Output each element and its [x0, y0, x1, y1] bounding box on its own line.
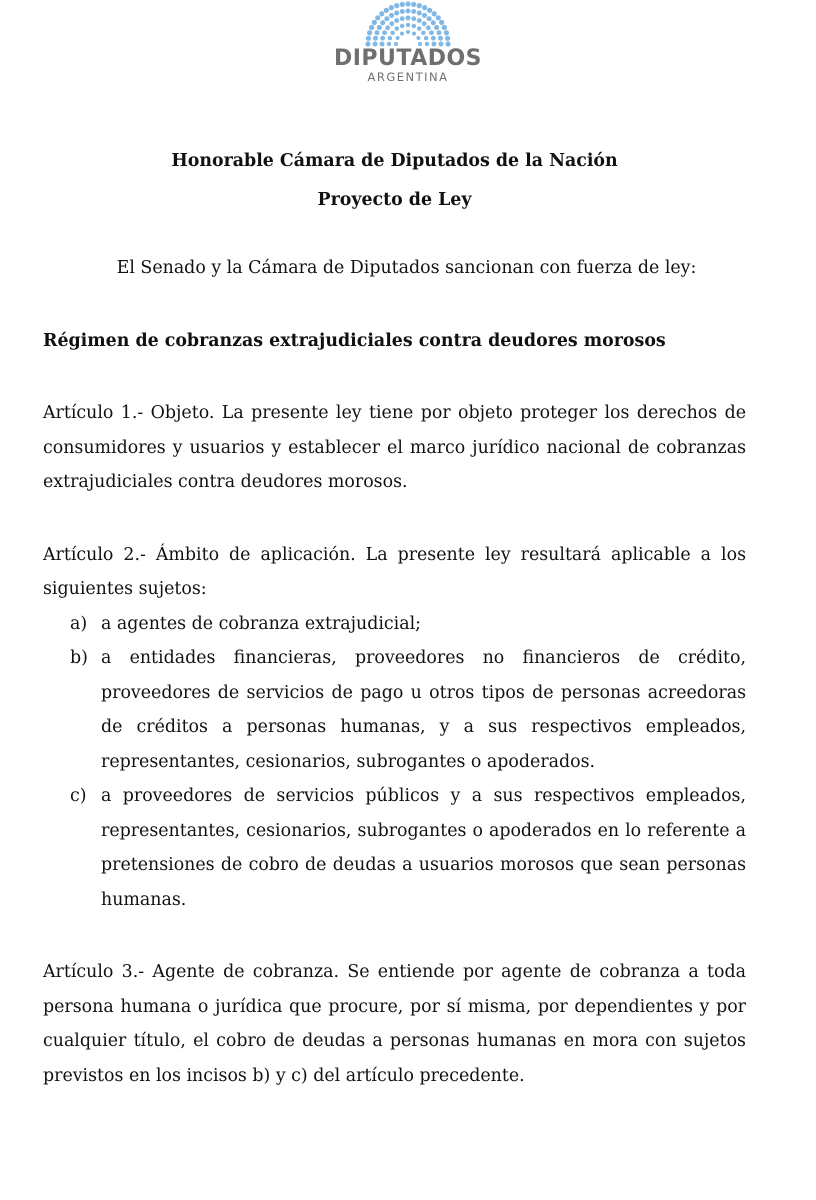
section-title: Régimen de cobranzas extrajudiciales contra deudores morosos — [43, 330, 666, 351]
list-item-text: a proveedores de servicios públicos y a sus respectivos empleados, representantes, cesionarios, subrogantes o apoderados en lo referente a pretensiones de cobro de deudas a usuarios morosos que sean personas humanas. — [101, 786, 746, 910]
logo-title: DIPUTADOS — [333, 46, 483, 71]
article-3: Artículo 3.- Agente de cobranza. Se entiende por agente de cobranza a toda persona humana o jurídica que procure, por sí misma, por dependientes y por cualquier título, el cobro de deudas a personas humanas en mora con sujetos previstos en los incisos b) y c) del artículo precedente. — [43, 962, 746, 1086]
list-item-text: a agentes de cobranza extrajudicial; — [101, 613, 422, 634]
document-heading-chamber: Honorable Cámara de Diputados de la Nación — [171, 151, 618, 171]
congress-dome-icon — [338, 0, 478, 50]
list-marker: a) — [70, 613, 88, 634]
document-heading-type: Proyecto de Ley — [317, 189, 472, 210]
article-1: Artículo 1.- Objeto. La presente ley tiene por objeto proteger los derechos de consumidores y usuarios y establecer el marco jurídico nacional de cobranzas extrajudiciales contra deudores morosos. — [43, 403, 746, 492]
list-item — [43, 641, 746, 779]
document-body — [43, 144, 746, 1093]
list-item — [43, 607, 746, 642]
list-item — [43, 779, 746, 917]
logo-subtitle: ARGENTINA — [367, 70, 449, 84]
list-marker: c) — [70, 786, 87, 806]
logo — [318, 0, 498, 92]
list-marker: b) — [70, 648, 88, 668]
preamble: El Senado y la Cámara de Diputados sancionan con fuerza de ley: — [116, 258, 697, 278]
article-2-list — [43, 607, 746, 918]
list-item-text: a entidades financieras, proveedores no financieros de crédito, proveedores de servicios de pago u otros tipos de personas acreedoras de créditos a personas humanas, y a sus respectivos empleados, representantes, cesionarios, subrogantes o apoderados. — [101, 648, 746, 772]
article-2: Artículo 2.- Ámbito de aplicación. La presente ley resultará aplicable a los siguientes sujetos: — [43, 544, 746, 599]
